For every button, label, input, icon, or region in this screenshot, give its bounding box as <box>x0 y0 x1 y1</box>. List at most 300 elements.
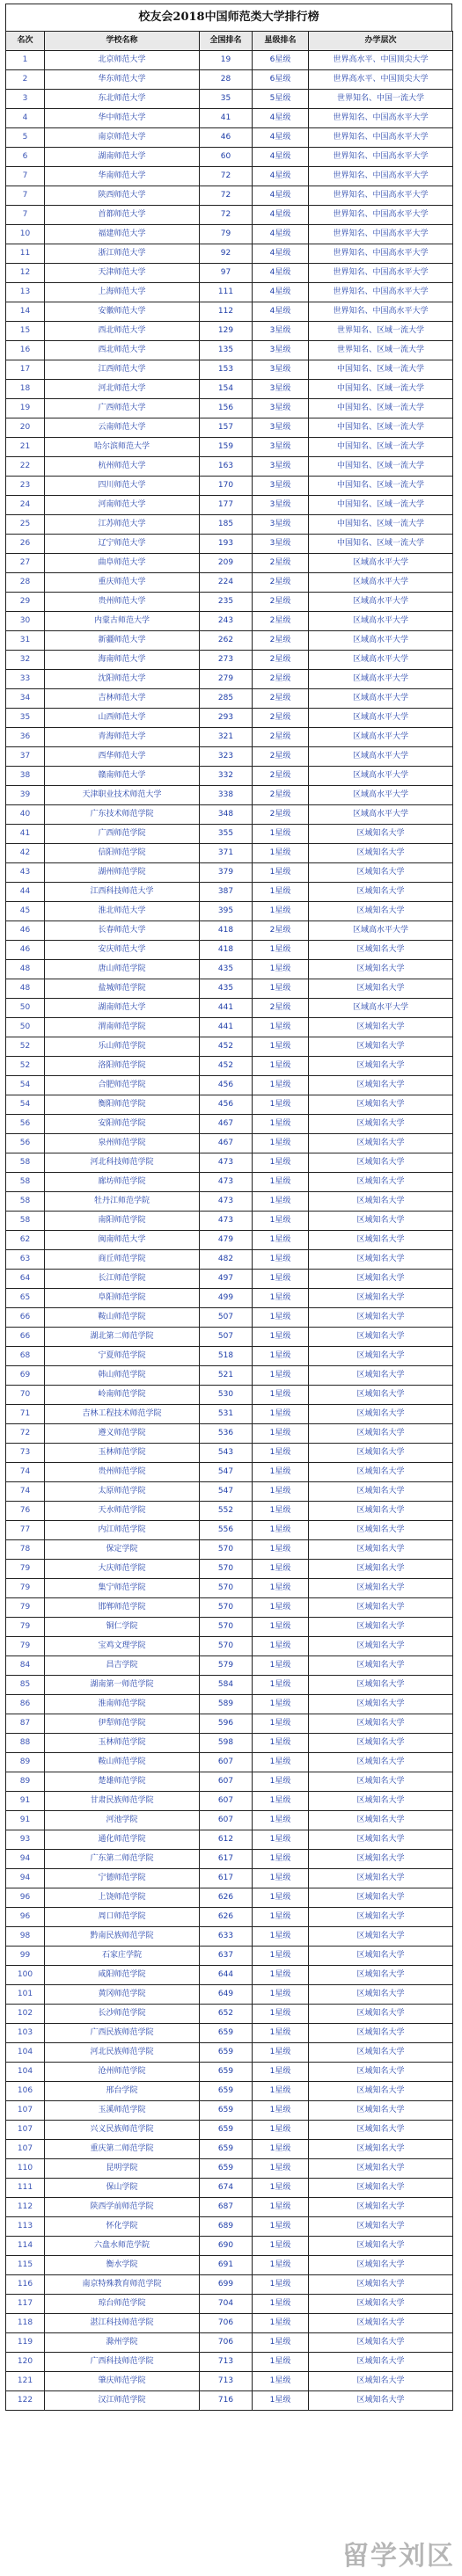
school-name-cell: 甘肃民族师范学院 <box>45 1792 200 1811</box>
rank-cell: 58 <box>6 1153 45 1173</box>
star-level-cell: 4星级 <box>253 206 309 225</box>
school-name-cell: 长江师范学院 <box>45 1270 200 1289</box>
national-rank-cell: 157 <box>200 418 253 438</box>
national-rank-cell: 570 <box>200 1579 253 1598</box>
national-rank-cell: 129 <box>200 322 253 341</box>
school-name-cell: 沈阳师范大学 <box>45 670 200 689</box>
star-level-cell: 1星级 <box>253 1328 309 1347</box>
rank-cell: 50 <box>6 999 45 1018</box>
watermark-logo: 留学刘区 <box>342 2541 455 2572</box>
school-level-cell: 区域高水平大学 <box>309 631 453 651</box>
star-level-cell: 1星级 <box>253 1811 309 1830</box>
national-rank-cell: 209 <box>200 554 253 573</box>
rank-cell: 68 <box>6 1347 45 1366</box>
school-level-cell: 区域知名大学 <box>309 1173 453 1192</box>
school-level-cell: 世界高水平、中国顶尖大学 <box>309 70 453 90</box>
national-rank-cell: 35 <box>200 90 253 109</box>
table-row <box>6 1444 453 1463</box>
rank-cell: 115 <box>6 2256 45 2275</box>
star-level-cell: 1星级 <box>253 2391 309 2411</box>
school-name-cell: 宁夏师范学院 <box>45 1347 200 1366</box>
school-level-cell: 区域知名大学 <box>309 2256 453 2275</box>
table-row <box>6 1947 453 1966</box>
table-row <box>6 2121 453 2140</box>
star-level-cell: 6星级 <box>253 51 309 70</box>
school-name-cell: 伊犁师范学院 <box>45 1714 200 1734</box>
rank-cell: 86 <box>6 1695 45 1714</box>
national-rank-cell: 348 <box>200 805 253 825</box>
table-row <box>6 1985 453 2005</box>
school-level-cell: 区域知名大学 <box>309 1656 453 1676</box>
school-level-cell: 区域知名大学 <box>309 979 453 999</box>
table-row <box>6 1579 453 1598</box>
table-row <box>6 457 453 477</box>
school-level-cell: 区域高水平大学 <box>309 554 453 573</box>
school-name-cell: 广西师范大学 <box>45 399 200 418</box>
national-rank-cell: 435 <box>200 960 253 979</box>
national-rank-cell: 637 <box>200 1947 253 1966</box>
table-row <box>6 90 453 109</box>
table-row <box>6 399 453 418</box>
school-name-cell: 淮北师范大学 <box>45 902 200 921</box>
table-row <box>6 1927 453 1947</box>
rank-cell: 18 <box>6 380 45 399</box>
school-name-cell: 唐山师范学院 <box>45 960 200 979</box>
school-name-cell: 安徽师范大学 <box>45 302 200 322</box>
star-level-cell: 4星级 <box>253 283 309 302</box>
star-level-cell: 4星级 <box>253 186 309 206</box>
rank-cell: 96 <box>6 1888 45 1908</box>
school-name-cell: 合肥师范学院 <box>45 1076 200 1095</box>
table-row <box>6 1676 453 1695</box>
rank-cell: 7 <box>6 167 45 186</box>
school-level-cell: 区域知名大学 <box>309 2121 453 2140</box>
star-level-cell: 1星级 <box>253 1830 309 1850</box>
school-name-cell: 信阳师范学院 <box>45 844 200 863</box>
table-row <box>6 1405 453 1424</box>
national-rank-cell: 235 <box>200 593 253 612</box>
star-level-cell: 3星级 <box>253 477 309 496</box>
rank-cell: 58 <box>6 1212 45 1231</box>
school-name-cell: 海南师范大学 <box>45 651 200 670</box>
star-level-cell: 1星级 <box>253 1502 309 1521</box>
star-level-cell: 1星级 <box>253 1192 309 1212</box>
table-row <box>6 1502 453 1521</box>
star-level-cell: 1星级 <box>253 1405 309 1424</box>
school-name-cell: 上饶师范学院 <box>45 1888 200 1908</box>
school-name-cell: 山西师范大学 <box>45 709 200 728</box>
school-name-cell: 华东师范大学 <box>45 70 200 90</box>
star-level-cell: 1星级 <box>253 2217 309 2237</box>
school-name-cell: 湖北第二师范学院 <box>45 1328 200 1347</box>
rank-cell: 56 <box>6 1115 45 1134</box>
school-name-cell: 江西科技师范大学 <box>45 883 200 902</box>
national-rank-cell: 521 <box>200 1366 253 1386</box>
school-level-cell: 区域高水平大学 <box>309 689 453 709</box>
school-level-cell: 区域知名大学 <box>309 2063 453 2082</box>
table-row <box>6 2005 453 2024</box>
school-name-cell: 兴义民族师范学院 <box>45 2121 200 2140</box>
school-level-cell: 区域知名大学 <box>309 1405 453 1424</box>
rank-cell: 96 <box>6 1908 45 1927</box>
school-name-cell: 重庆第二师范学院 <box>45 2140 200 2159</box>
national-rank-cell: 467 <box>200 1134 253 1153</box>
school-level-cell: 区域高水平大学 <box>309 709 453 728</box>
national-rank-cell: 531 <box>200 1405 253 1424</box>
table-row <box>6 1540 453 1560</box>
rank-cell: 7 <box>6 206 45 225</box>
table-row <box>6 941 453 960</box>
rank-cell: 25 <box>6 515 45 535</box>
table-row <box>6 1521 453 1540</box>
school-level-cell: 区域知名大学 <box>309 1792 453 1811</box>
header-school-level: 办学层次 <box>309 32 453 51</box>
rank-cell: 89 <box>6 1772 45 1792</box>
table-row <box>6 2275 453 2295</box>
star-level-cell: 1星级 <box>253 1598 309 1618</box>
school-name-cell: 长沙师范学院 <box>45 2005 200 2024</box>
national-rank-cell: 456 <box>200 1095 253 1115</box>
star-level-cell: 1星级 <box>253 1540 309 1560</box>
school-level-cell: 区域高水平大学 <box>309 767 453 786</box>
table-row <box>6 2391 453 2411</box>
table-row <box>6 844 453 863</box>
table-row <box>6 244 453 264</box>
school-level-cell: 区域知名大学 <box>309 2333 453 2353</box>
school-name-cell: 盐城师范学院 <box>45 979 200 999</box>
table-row <box>6 109 453 128</box>
star-level-cell: 2星级 <box>253 786 309 805</box>
table-row <box>6 186 453 206</box>
school-level-cell: 区域知名大学 <box>309 1695 453 1714</box>
school-name-cell: 宁德师范学院 <box>45 1869 200 1888</box>
star-level-cell: 2星级 <box>253 999 309 1018</box>
school-level-cell: 区域知名大学 <box>309 2140 453 2159</box>
table-row <box>6 1792 453 1811</box>
rank-cell: 122 <box>6 2391 45 2411</box>
school-level-cell: 区域知名大学 <box>309 2024 453 2043</box>
school-level-cell: 区域知名大学 <box>309 1734 453 1753</box>
table-row <box>6 1366 453 1386</box>
school-name-cell: 铜仁学院 <box>45 1618 200 1637</box>
star-level-cell: 1星级 <box>253 2353 309 2372</box>
national-rank-cell: 699 <box>200 2275 253 2295</box>
school-name-cell: 石家庄学院 <box>45 1947 200 1966</box>
school-level-cell: 区域知名大学 <box>309 1521 453 1540</box>
school-level-cell: 区域知名大学 <box>309 2275 453 2295</box>
table-row <box>6 1850 453 1869</box>
table-row <box>6 747 453 767</box>
school-level-cell: 区域知名大学 <box>309 1850 453 1869</box>
school-level-cell: 区域知名大学 <box>309 1250 453 1270</box>
school-level-cell: 世界知名、中国高水平大学 <box>309 302 453 322</box>
star-level-cell: 1星级 <box>253 2063 309 2082</box>
school-name-cell: 河池学院 <box>45 1811 200 1830</box>
school-level-cell: 区域知名大学 <box>309 2237 453 2256</box>
school-name-cell: 乐山师范学院 <box>45 1037 200 1057</box>
table-row <box>6 863 453 883</box>
national-rank-cell: 473 <box>200 1192 253 1212</box>
table-row <box>6 883 453 902</box>
school-level-cell: 区域知名大学 <box>309 2043 453 2063</box>
school-name-cell: 吉林师范大学 <box>45 689 200 709</box>
school-level-cell: 区域知名大学 <box>309 1830 453 1850</box>
school-name-cell: 广西民族师范学院 <box>45 2024 200 2043</box>
table-row <box>6 1695 453 1714</box>
school-name-cell: 新疆师范大学 <box>45 631 200 651</box>
rank-cell: 19 <box>6 399 45 418</box>
school-level-cell: 区域知名大学 <box>309 1212 453 1231</box>
rank-cell: 106 <box>6 2082 45 2101</box>
rank-cell: 46 <box>6 941 45 960</box>
national-rank-cell: 185 <box>200 515 253 535</box>
national-rank-cell: 659 <box>200 2101 253 2121</box>
school-level-cell: 区域知名大学 <box>309 1057 453 1076</box>
star-level-cell: 1星级 <box>253 1134 309 1153</box>
rank-cell: 7 <box>6 186 45 206</box>
rank-cell: 35 <box>6 709 45 728</box>
table-row <box>6 2140 453 2159</box>
school-level-cell: 区域知名大学 <box>309 1115 453 1134</box>
school-level-cell: 区域知名大学 <box>309 1289 453 1308</box>
rank-cell: 62 <box>6 1231 45 1250</box>
rank-cell: 3 <box>6 90 45 109</box>
star-level-cell: 3星级 <box>253 496 309 515</box>
rank-cell: 46 <box>6 921 45 941</box>
school-level-cell: 区域知名大学 <box>309 1927 453 1947</box>
rank-cell: 79 <box>6 1579 45 1598</box>
rank-cell: 2 <box>6 70 45 90</box>
school-level-cell: 中国知名、区域一流大学 <box>309 360 453 380</box>
rank-cell: 24 <box>6 496 45 515</box>
national-rank-cell: 473 <box>200 1212 253 1231</box>
star-level-cell: 1星级 <box>253 1869 309 1888</box>
school-name-cell: 湛江科技师范学院 <box>45 2314 200 2333</box>
star-level-cell: 3星级 <box>253 322 309 341</box>
star-level-cell: 4星级 <box>253 264 309 283</box>
rank-cell: 33 <box>6 670 45 689</box>
table-row <box>6 786 453 805</box>
school-level-cell: 区域知名大学 <box>309 1192 453 1212</box>
school-name-cell: 沧州师范学院 <box>45 2063 200 2082</box>
rank-cell: 37 <box>6 747 45 767</box>
school-name-cell: 上海师范大学 <box>45 283 200 302</box>
school-name-cell: 洛阳师范学院 <box>45 1057 200 1076</box>
rank-cell: 74 <box>6 1463 45 1482</box>
national-rank-cell: 224 <box>200 573 253 593</box>
table-row <box>6 2314 453 2333</box>
national-rank-cell: 674 <box>200 2179 253 2198</box>
school-level-cell: 中国知名、区域一流大学 <box>309 496 453 515</box>
school-name-cell: 鞍山师范学院 <box>45 1753 200 1772</box>
school-level-cell: 区域高水平大学 <box>309 593 453 612</box>
national-rank-cell: 418 <box>200 921 253 941</box>
school-level-cell: 区域知名大学 <box>309 1598 453 1618</box>
table-row <box>6 999 453 1018</box>
table-row <box>6 1482 453 1502</box>
national-rank-cell: 92 <box>200 244 253 264</box>
national-rank-cell: 626 <box>200 1908 253 1927</box>
rank-cell: 28 <box>6 573 45 593</box>
school-name-cell: 曲阜师范大学 <box>45 554 200 573</box>
table-row <box>6 1753 453 1772</box>
rank-cell: 29 <box>6 593 45 612</box>
national-rank-cell: 395 <box>200 902 253 921</box>
school-level-cell: 区域知名大学 <box>309 1637 453 1656</box>
school-name-cell: 首都师范大学 <box>45 206 200 225</box>
rank-cell: 27 <box>6 554 45 573</box>
school-level-cell: 区域知名大学 <box>309 1134 453 1153</box>
rank-cell: 52 <box>6 1057 45 1076</box>
school-level-cell: 区域知名大学 <box>309 1560 453 1579</box>
school-name-cell: 陕西师范大学 <box>45 186 200 206</box>
star-level-cell: 1星级 <box>253 2043 309 2063</box>
star-level-cell: 4星级 <box>253 128 309 148</box>
table-row <box>6 1618 453 1637</box>
table-row <box>6 302 453 322</box>
school-name-cell: 湖南第一师范学院 <box>45 1676 200 1695</box>
star-level-cell: 1星级 <box>253 2372 309 2391</box>
table-row <box>6 728 453 747</box>
rank-cell: 10 <box>6 225 45 244</box>
school-name-cell: 河北师范大学 <box>45 380 200 399</box>
school-name-cell: 云南师范大学 <box>45 418 200 438</box>
school-name-cell: 湖州师范学院 <box>45 863 200 883</box>
table-row <box>6 2353 453 2372</box>
school-level-cell: 区域知名大学 <box>309 2179 453 2198</box>
star-level-cell: 1星级 <box>253 1888 309 1908</box>
table-row <box>6 593 453 612</box>
star-level-cell: 2星级 <box>253 593 309 612</box>
table-row <box>6 1347 453 1366</box>
school-name-cell: 安阳师范学院 <box>45 1115 200 1134</box>
national-rank-cell: 706 <box>200 2314 253 2333</box>
rank-cell: 48 <box>6 979 45 999</box>
school-level-cell: 区域高水平大学 <box>309 921 453 941</box>
rank-cell: 65 <box>6 1289 45 1308</box>
star-level-cell: 1星级 <box>253 2256 309 2275</box>
ranking-table <box>5 31 453 2411</box>
national-rank-cell: 649 <box>200 1985 253 2005</box>
star-level-cell: 1星级 <box>253 1057 309 1076</box>
national-rank-cell: 690 <box>200 2237 253 2256</box>
star-level-cell: 1星级 <box>253 979 309 999</box>
national-rank-cell: 285 <box>200 689 253 709</box>
rank-cell: 4 <box>6 109 45 128</box>
rank-cell: 40 <box>6 805 45 825</box>
national-rank-cell: 704 <box>200 2295 253 2314</box>
national-rank-cell: 473 <box>200 1173 253 1192</box>
table-row <box>6 128 453 148</box>
star-level-cell: 2星级 <box>253 767 309 786</box>
star-level-cell: 1星级 <box>253 1985 309 2005</box>
school-name-cell: 宝鸡文理学院 <box>45 1637 200 1656</box>
school-name-cell: 华中师范大学 <box>45 109 200 128</box>
table-row <box>6 1289 453 1308</box>
table-row <box>6 2179 453 2198</box>
star-level-cell: 1星级 <box>253 2140 309 2159</box>
table-row <box>6 360 453 380</box>
star-level-cell: 2星级 <box>253 747 309 767</box>
school-level-cell: 区域知名大学 <box>309 1308 453 1328</box>
table-row <box>6 2159 453 2179</box>
school-name-cell: 四川师范大学 <box>45 477 200 496</box>
rank-cell: 58 <box>6 1173 45 1192</box>
school-name-cell: 商丘师范学院 <box>45 1250 200 1270</box>
table-row <box>6 206 453 225</box>
header-star-level: 星级排名 <box>253 32 309 51</box>
national-rank-cell: 659 <box>200 2063 253 2082</box>
national-rank-cell: 163 <box>200 457 253 477</box>
school-level-cell: 区域知名大学 <box>309 1386 453 1405</box>
school-level-cell: 区域知名大学 <box>309 1579 453 1598</box>
rank-cell: 103 <box>6 2024 45 2043</box>
school-name-cell: 重庆师范大学 <box>45 573 200 593</box>
school-name-cell: 淮南师范学院 <box>45 1695 200 1714</box>
star-level-cell: 1星级 <box>253 2024 309 2043</box>
school-level-cell: 中国知名、区域一流大学 <box>309 535 453 554</box>
school-name-cell: 阜阳师范学院 <box>45 1289 200 1308</box>
table-row <box>6 2024 453 2043</box>
table-row <box>6 1076 453 1095</box>
star-level-cell: 1星级 <box>253 1347 309 1366</box>
table-row <box>6 1424 453 1444</box>
school-level-cell: 世界知名、中国高水平大学 <box>309 148 453 167</box>
school-level-cell: 区域知名大学 <box>309 1018 453 1037</box>
national-rank-cell: 536 <box>200 1424 253 1444</box>
rank-cell: 101 <box>6 1985 45 2005</box>
table-row <box>6 1115 453 1134</box>
table-row <box>6 341 453 360</box>
national-rank-cell: 154 <box>200 380 253 399</box>
national-rank-cell: 97 <box>200 264 253 283</box>
national-rank-cell: 570 <box>200 1540 253 1560</box>
table-row <box>6 689 453 709</box>
star-level-cell: 2星级 <box>253 554 309 573</box>
national-rank-cell: 41 <box>200 109 253 128</box>
school-name-cell: 太原师范学院 <box>45 1482 200 1502</box>
rank-cell: 111 <box>6 2179 45 2198</box>
star-level-cell: 1星级 <box>253 1753 309 1772</box>
national-rank-cell: 547 <box>200 1463 253 1482</box>
school-level-cell: 区域知名大学 <box>309 1966 453 1985</box>
table-header-row <box>6 32 453 51</box>
table-row <box>6 1830 453 1850</box>
national-rank-cell: 507 <box>200 1328 253 1347</box>
star-level-cell: 1星级 <box>253 1270 309 1289</box>
school-level-cell: 区域高水平大学 <box>309 728 453 747</box>
school-level-cell: 区域知名大学 <box>309 825 453 844</box>
national-rank-cell: 72 <box>200 167 253 186</box>
national-rank-cell: 617 <box>200 1869 253 1888</box>
school-level-cell: 区域知名大学 <box>309 1424 453 1444</box>
school-level-cell: 区域高水平大学 <box>309 651 453 670</box>
rank-cell: 1 <box>6 51 45 70</box>
table-row <box>6 283 453 302</box>
national-rank-cell: 607 <box>200 1772 253 1792</box>
table-row <box>6 921 453 941</box>
school-level-cell: 区域知名大学 <box>309 1811 453 1830</box>
rank-cell: 77 <box>6 1521 45 1540</box>
school-level-cell: 世界知名、区域一流大学 <box>309 322 453 341</box>
star-level-cell: 1星级 <box>253 941 309 960</box>
school-name-cell: 大庆师范学院 <box>45 1560 200 1579</box>
rank-cell: 52 <box>6 1037 45 1057</box>
school-level-cell: 世界知名、区域一流大学 <box>309 341 453 360</box>
school-name-cell: 广东技术师范学院 <box>45 805 200 825</box>
table-row <box>6 1966 453 1985</box>
national-rank-cell: 441 <box>200 1018 253 1037</box>
